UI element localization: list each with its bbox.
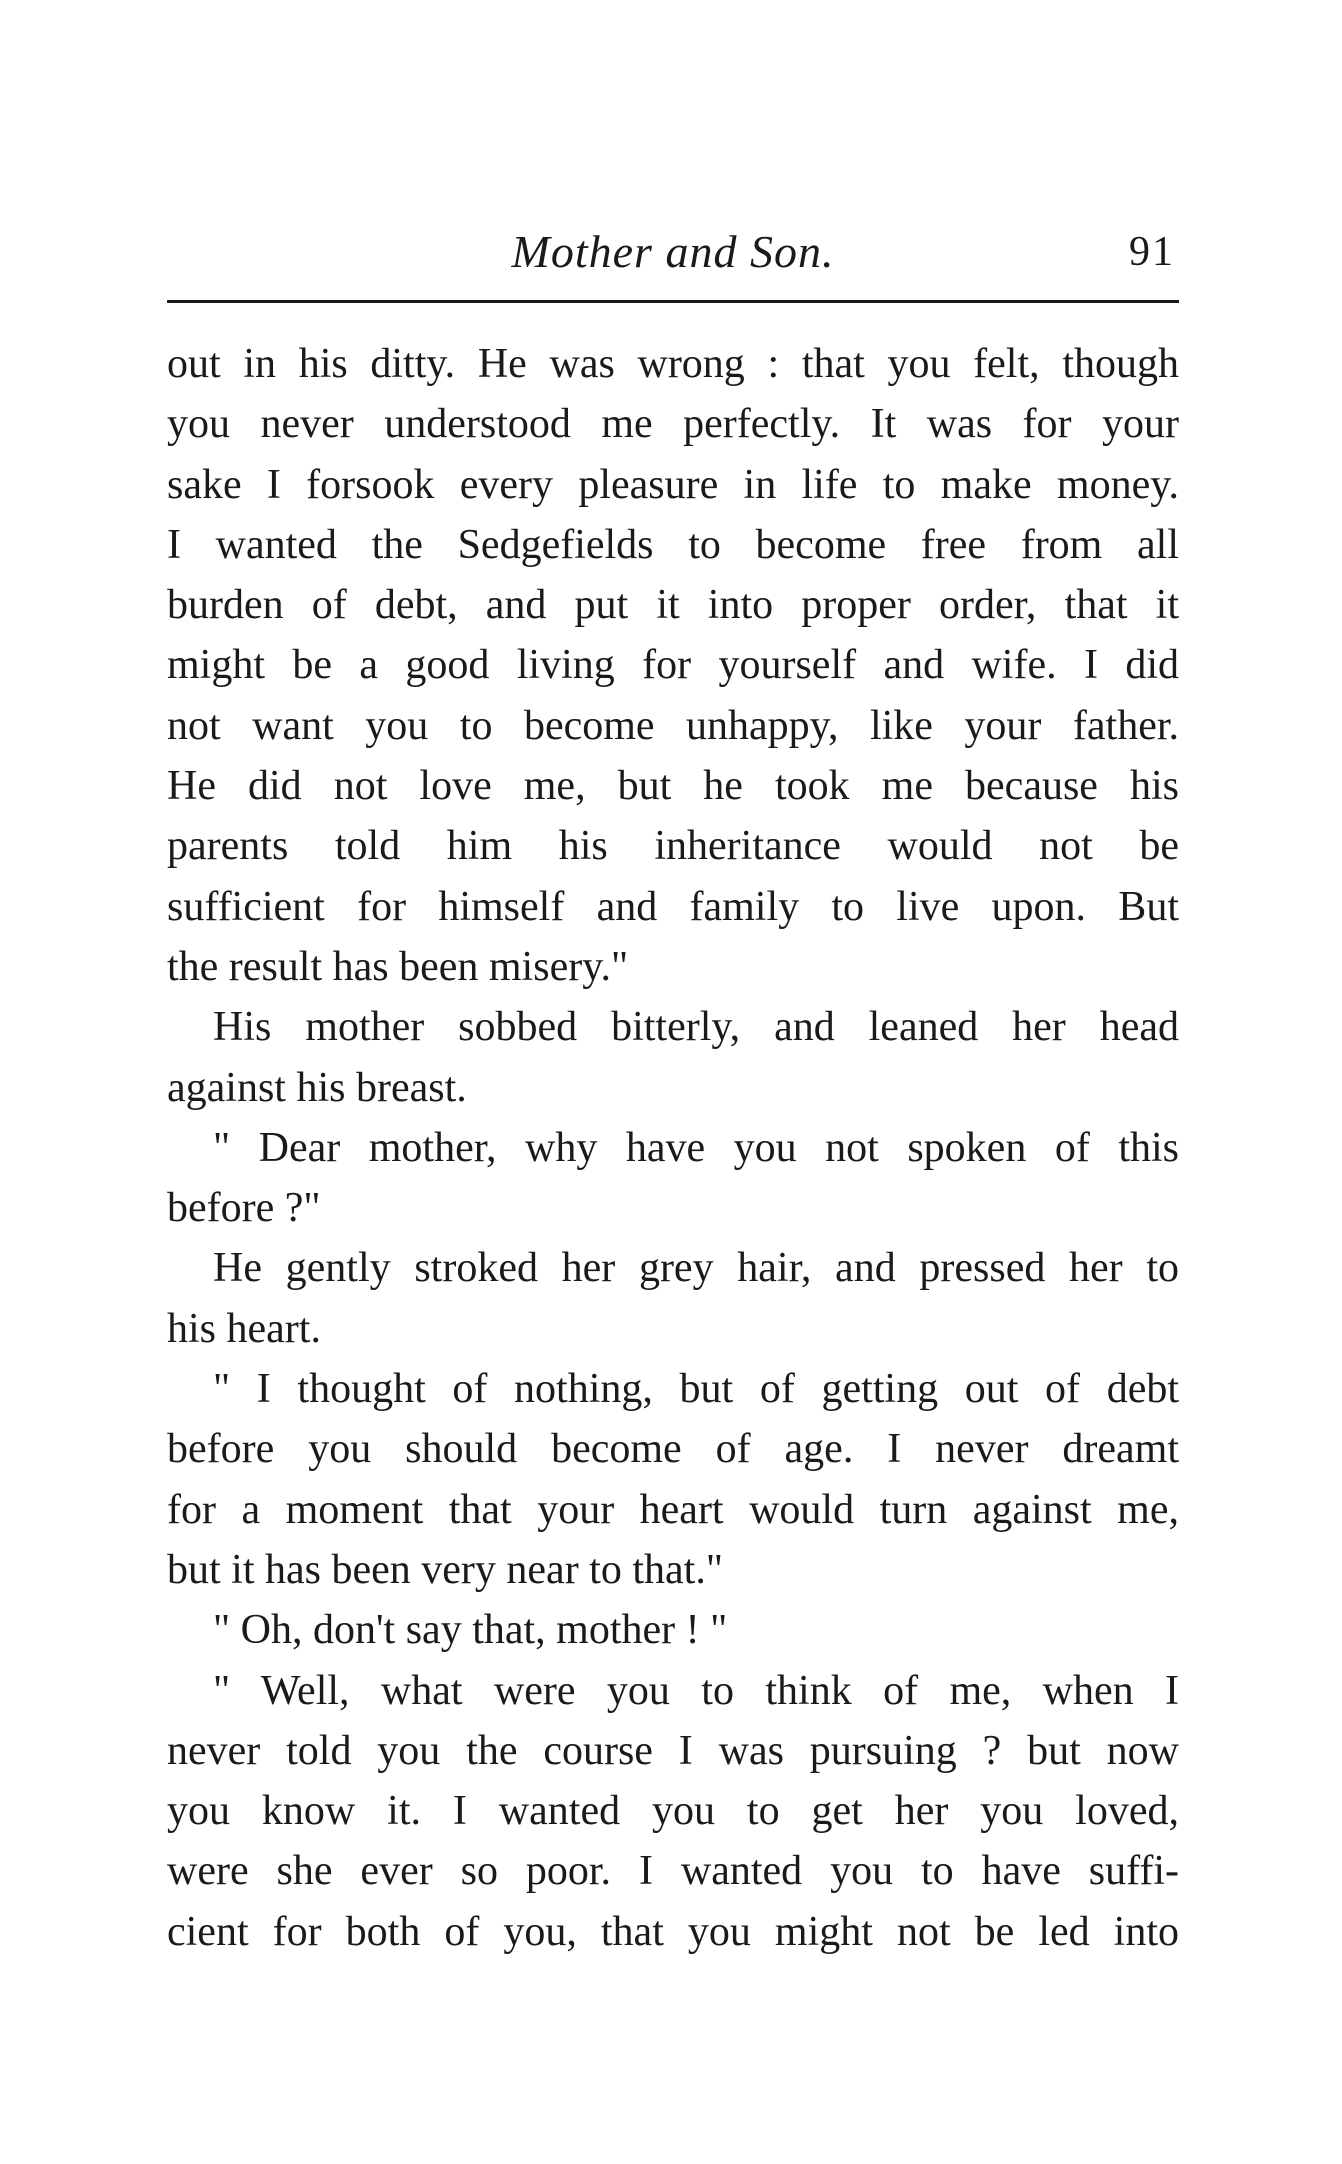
text-line: before ?" xyxy=(167,1185,321,1232)
text-line: sake I forsook every pleasure in life to make money. xyxy=(167,461,1179,508)
running-title: Mother and Son. xyxy=(511,226,835,277)
body-text xyxy=(167,334,1179,1962)
text-line: never told you the course I was pursuing ? but now xyxy=(167,1727,1179,1774)
text-line: His mother sobbed bitterly, and leaned her head xyxy=(213,1004,1179,1051)
text-line: you know it. I wanted you to get her you loved, xyxy=(167,1788,1179,1835)
text-line: not want you to become unhappy, like your father. xyxy=(167,702,1179,749)
text-line: you never understood me perfectly. It was for your xyxy=(167,401,1179,448)
text-line: but it has been very near to that." xyxy=(167,1546,723,1593)
text-line: were she ever so poor. I wanted you to have suffi- xyxy=(167,1848,1179,1895)
text-line: out in his ditty. He was wrong : that you felt, though xyxy=(167,341,1179,387)
text-line: against his breast. xyxy=(167,1064,467,1111)
text-line: He did not love me, but he took me because his xyxy=(167,763,1179,810)
text-line: the result has been misery." xyxy=(167,943,629,990)
text-line: I wanted the Sedgefields to become free from all xyxy=(167,521,1179,568)
text-line: " Oh, don't say that, mother ! " xyxy=(213,1607,728,1654)
text-line: before you should become of age. I never dreamt xyxy=(167,1426,1179,1473)
text-line: " I thought of nothing, but of getting out of debt xyxy=(213,1366,1179,1413)
text-line: " Dear mother, why have you not spoken of this xyxy=(213,1124,1179,1171)
text-line: sufficient for himself and family to live upon. But xyxy=(167,883,1179,930)
header-rule xyxy=(167,300,1179,303)
page-number: 91 xyxy=(1129,229,1175,275)
text-line: for a moment that your heart would turn against me, xyxy=(167,1486,1179,1533)
text-line: cient for both of you, that you might not be led into xyxy=(167,1908,1179,1955)
text-line: burden of debt, and put it into proper order, that it xyxy=(167,582,1179,629)
text-line: " Well, what were you to think of me, when I xyxy=(213,1667,1179,1714)
text-line: might be a good living for yourself and wife. I did xyxy=(167,642,1179,689)
text-line: parents told him his inheritance would not be xyxy=(167,823,1179,870)
page-header xyxy=(167,222,1179,282)
text-line: He gently stroked her grey hair, and pressed her to xyxy=(213,1245,1179,1292)
text-line: his heart. xyxy=(167,1305,321,1352)
